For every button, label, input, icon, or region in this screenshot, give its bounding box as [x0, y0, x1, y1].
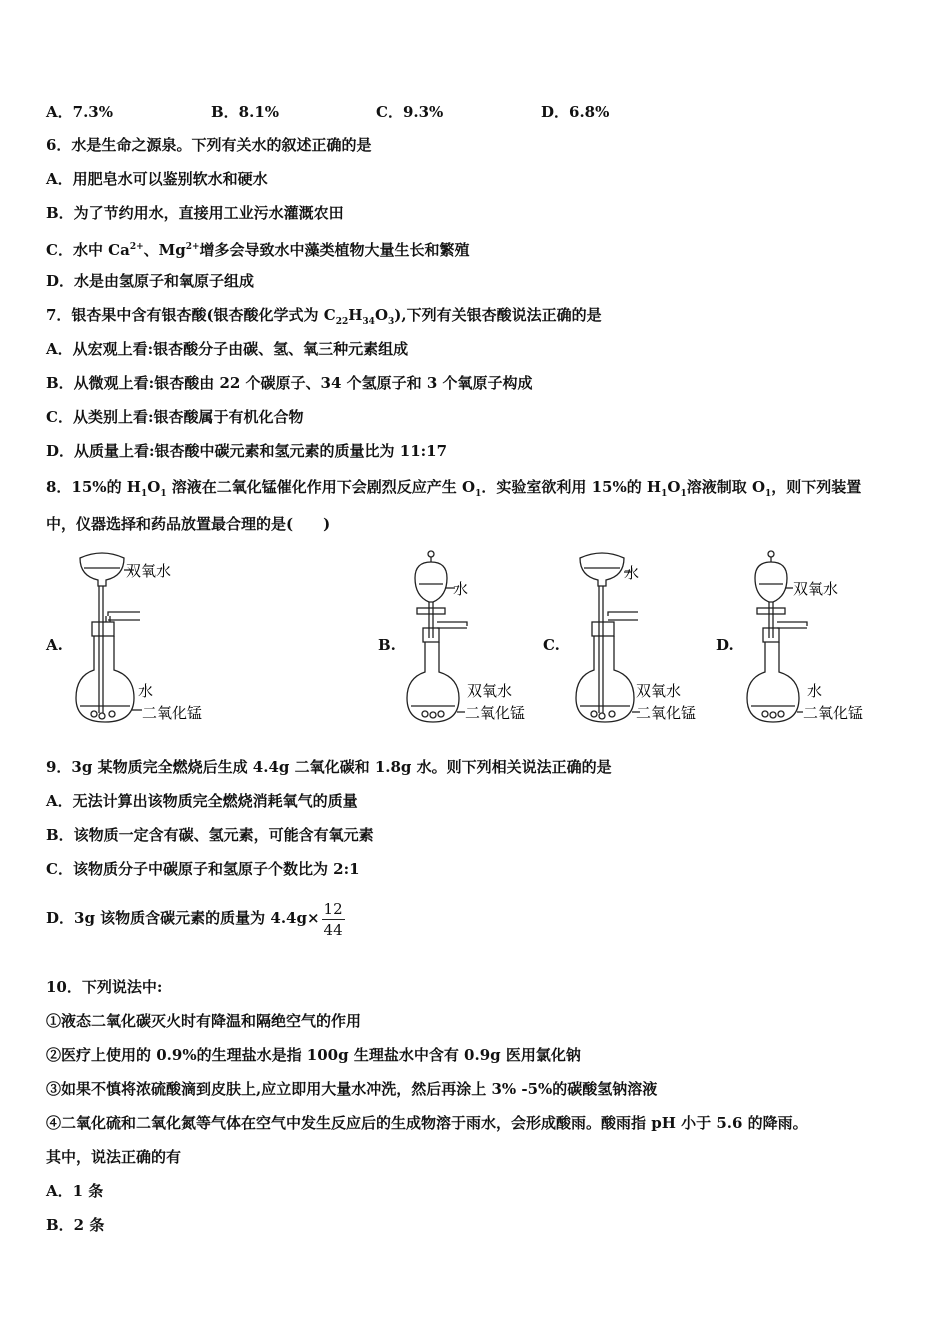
q6-stem: 6．水是生命之源泉。下列有关水的叙述正确的是 [46, 136, 372, 154]
apparatus-b-bottom-label: 二氧化锰 [465, 704, 526, 722]
q10-stem: 10．下列说法中: [46, 978, 163, 996]
q6-option-a: A．用肥皂水可以鉴别软水和硬水 [46, 170, 268, 188]
q8-label-c: C. [543, 636, 560, 654]
apparatus-c-right-label: 双氧水 [636, 682, 682, 700]
q10-question: 其中，说法正确的有 [46, 1148, 182, 1166]
q7-option-c: C．从类别上看:银杏酸属于有机化合物 [46, 408, 304, 426]
apparatus-b-top-label: 水 [453, 580, 469, 598]
apparatus-d-right-label: 水 [807, 682, 823, 700]
apparatus-a [70, 550, 220, 730]
q8-stem-line2: 中，仪器选择和药品放置最合理的是( ) [46, 515, 331, 533]
q5-option-d: D．6.8% [541, 103, 610, 121]
q5-option-b: B．8.1% [211, 103, 280, 121]
q7-option-a: A．从宏观上看:银杏酸分子由碳、氢、氧三种元素组成 [46, 340, 409, 358]
apparatus-c-top-label: 水 [624, 564, 640, 582]
apparatus-c-bottom-label: 二氧化锰 [636, 704, 697, 722]
q7-stem: 7．银杏果中含有银杏酸(银杏酸化学式为 $C_{22}H_{34}O_3$),下列有关银杏酸说法正确的是 [46, 306, 602, 327]
q8-label-d: D. [716, 636, 734, 654]
q10-statement-3: ③如果不慎将浓硫酸滴到皮肤上,应立即用大量水冲洗，然后再涂上 3% -5%的碳酸氢钠溶液 [46, 1080, 658, 1098]
q8-label-b: B. [378, 636, 396, 654]
q5-option-a: A．7.3% [46, 103, 113, 121]
q6-option-d: D．水是由氢原子和氧原子组成 [46, 272, 255, 290]
apparatus-d-bottom-label: 二氧化锰 [803, 704, 864, 722]
q9-option-c: C．该物质分子中碳原子和氢原子个数比为 2:1 [46, 860, 360, 878]
fraction: $\frac{12}{44}$ [323, 899, 343, 939]
q10-statement-2: ②医疗上使用的 0.9%的生理盐水是指 100g 生理盐水中含有 0.9g 医用氯化钠 [46, 1046, 581, 1064]
q7-option-b: B．从微观上看:银杏酸由 22 个碳原子、34 个氢原子和 3 个氧原子构成 [46, 374, 533, 392]
apparatus-a-bottom-label: 二氧化锰 [142, 704, 203, 722]
q9-stem: 9．3g 某物质完全燃烧后生成 4.4g 二氧化碳和 1.8g 水。则下列相关说法正确的是 [46, 758, 612, 776]
apparatus-a-right-label: 水 [138, 682, 154, 700]
q6-option-b: B．为了节约用水，直接用工业污水灌溉农田 [46, 204, 344, 222]
q9-option-a: A．无法计算出该物质完全燃烧消耗氧气的质量 [46, 792, 358, 810]
q8-label-a: A. [46, 636, 63, 654]
q9-option-b: B．该物质一定含有碳、氢元素，可能含有氧元素 [46, 826, 374, 844]
q5-option-c: C．9.3% [376, 103, 444, 121]
apparatus-b [405, 548, 555, 728]
q10-statement-1: ①液态二氧化碳灭火时有降温和隔绝空气的作用 [46, 1012, 362, 1030]
apparatus-a-top-label: 双氧水 [126, 562, 172, 580]
q10-option-a: A．1 条 [46, 1182, 104, 1200]
q6-option-c: C．水中 $Ca^{2+}$、$Mg^{2+}$增多会导致水中藻类植物大量生长和繁殖 [46, 241, 470, 259]
q7-option-d: D．从质量上看:银杏酸中碳元素和氢元素的质量比为 11:17 [46, 442, 448, 460]
q10-statement-4: ④二氧化硫和二氧化氮等气体在空气中发生反应后的生成物溶于雨水，会形成酸雨。酸雨指 pH 小于 5.6 的降雨。 [46, 1114, 808, 1132]
apparatus-c [570, 550, 720, 730]
apparatus-b-right-label: 双氧水 [467, 682, 513, 700]
q9-option-d: D．3g 该物质含碳元素的质量为 4.4g× $\frac{12}{44}$ [46, 899, 343, 939]
apparatus-d-top-label: 双氧水 [793, 580, 839, 598]
apparatus-d [745, 548, 895, 728]
q10-option-b: B．2 条 [46, 1216, 105, 1234]
q8-stem: 8．15%的 $H_1O_1$ 溶液在二氧化锰催化作用下会剧烈反应产生 $O_1$．实验室欲利用 15%的 $H_1O_1$溶液制取 $O_1$，则下列装置 [46, 478, 862, 499]
